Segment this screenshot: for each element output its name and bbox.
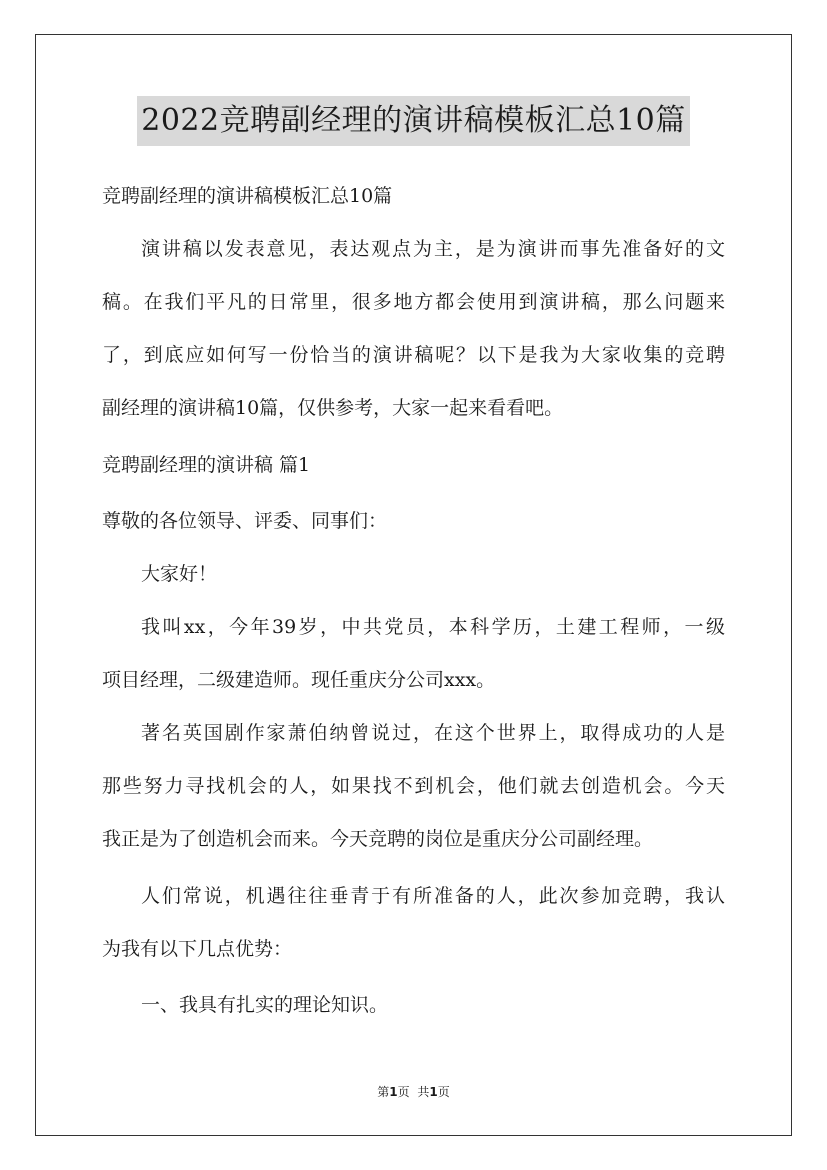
paragraph-line: 人们常说，机遇往往垂青于有所准备的人，此次参加竞聘，我认 <box>141 885 725 907</box>
greeting: 大家好！ <box>141 563 218 585</box>
paragraph-line: 了，到底应如何写一份恰当的演讲稿呢？以下是我为大家收集的竞聘 <box>102 344 725 366</box>
paragraph-line: 那些努力寻找机会的人，如果找不到机会，他们就去创造机会。今天 <box>102 775 725 797</box>
paragraph-line: 我正是为了创造机会而来。今天竞聘的岗位是重庆分公司副经理。 <box>102 828 654 850</box>
paragraph-line: 著名英国剧作家萧伯纳曾说过，在这个世界上，取得成功的人是 <box>141 722 725 744</box>
paragraph-line: 项目经理，二级建造师。现任重庆分公司xxx。 <box>102 669 496 691</box>
list-item-heading: 一、我具有扎实的理论知识。 <box>141 994 389 1016</box>
section-heading: 竞聘副经理的演讲稿 篇1 <box>102 454 311 476</box>
paragraph-line: 我叫xx，今年39岁，中共党员，本科学历，土建工程师，一级 <box>141 616 725 638</box>
document-subtitle: 竞聘副经理的演讲稿模板汇总10篇 <box>102 185 393 207</box>
page-footer <box>0 1083 827 1101</box>
page-label-suffix: 页 <box>397 1085 410 1099</box>
page-number: 1 <box>389 1085 398 1099</box>
paragraph-line: 副经理的演讲稿10篇，仅供参考，大家一起来看看吧。 <box>102 397 564 419</box>
title-container <box>0 96 827 146</box>
total-label-suffix: 页 <box>437 1085 450 1099</box>
document-title: 2022竞聘副经理的演讲稿模板汇总10篇 <box>137 96 690 146</box>
total-pages: 1 <box>429 1085 438 1099</box>
paragraph-line: 稿。在我们平凡的日常里，很多地方都会使用到演讲稿，那么问题来 <box>102 291 725 313</box>
paragraph-line: 演讲稿以发表意见，表达观点为主，是为演讲而事先准备好的文 <box>141 238 725 260</box>
paragraph-line: 为我有以下几点优势： <box>102 938 293 960</box>
page-label-prefix: 第 <box>377 1085 390 1099</box>
total-label-prefix: 共 <box>417 1085 430 1099</box>
salutation: 尊敬的各位领导、评委、同事们： <box>102 510 388 532</box>
